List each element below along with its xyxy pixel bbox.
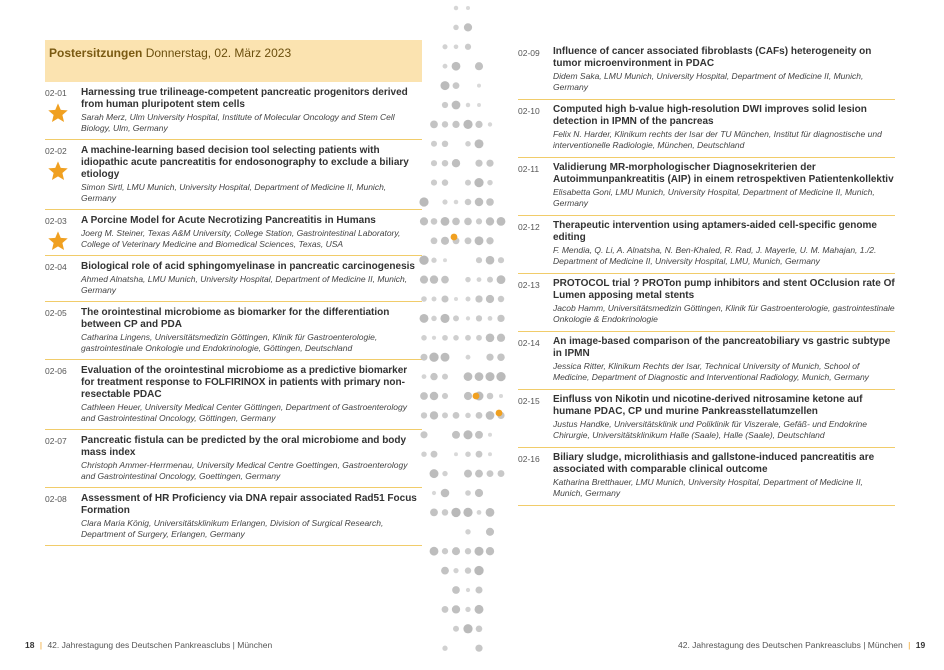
footer-event: 42. Jahrestagung des Deutschen Pankreasclubs | München — [678, 640, 903, 650]
right-entry-list — [515, 42, 944, 506]
abstract-entry — [518, 216, 895, 274]
right-footer — [678, 640, 925, 650]
abstract-authors: Joerg M. Steiner, Texas A&M University, College Station, Gastrointestinal Laboratory, College of Veterinary Medicine and Biomedical Sciences, Texas, USA — [81, 228, 401, 249]
abstract-title: Evaluation of the orointestinal microbiome as a predictive biomarker for treatment response to FOLFIRINOX in patients with primary non-resectable PDAC — [81, 365, 408, 400]
abstract-authors: Didem Saka, LMU Munich, University Hospital, Department of Medicine II, Munich, Germany — [553, 71, 864, 92]
abstract-entry — [518, 448, 895, 506]
abstract-number: 02-06 — [45, 366, 67, 376]
abstract-title: A machine-learning based decision tool selecting patients with idiopathic acute pancreatitis for endosonography to exclude a biliary etiology — [81, 145, 409, 180]
abstract-authors: Elisabetta Goni, LMU Munich, University Hospital, Department of Medicine II, Munich, Germany — [553, 187, 875, 208]
abstract-number: 02-04 — [45, 262, 67, 272]
left-entry-list — [0, 82, 430, 546]
abstract-number: 02-02 — [45, 146, 67, 156]
left-footer — [25, 640, 272, 650]
abstract-title: Validierung MR-morphologischer Diagnosekriterien der Autoimmunpankreatitis (AIP) in einem retrospektiven Patientenkollektiv — [553, 162, 894, 185]
abstract-number: 02-10 — [518, 106, 540, 116]
abstract-authors: Clara Maria König, Universitätsklinikum Erlangen, Division of Surgical Research, Department of Surgery, Erlangen, Germany — [81, 518, 384, 539]
abstract-title: Influence of cancer associated fibroblasts (CAFs) heterogeneity on tumor microenvironment in PDAC — [553, 46, 872, 69]
abstract-authors: Katharina Bretthauer, LMU Munich, University Hospital, Department of Medicine II, Munich, Germany — [553, 477, 863, 498]
footer-event: 42. Jahrestagung des Deutschen Pankreasclubs | München — [47, 640, 273, 650]
abstract-authors: Simon Sirtl, LMU Munich, University Hospital, Department of Medicine II, Munich, Germany — [81, 182, 387, 203]
footer-separator: | — [908, 640, 911, 650]
abstract-title: Pancreatic fistula can be predicted by the oral microbiome and body mass index — [81, 435, 407, 458]
abstract-number: 02-03 — [45, 216, 67, 226]
abstract-authors: Jessica Ritter, Klinikum Rechts der Isar, Technical University of Munich, School of Medicine, Department of Diagnostic and Interventional Radiology, Munich, Germany — [553, 361, 869, 382]
abstract-title: PROTOCOL trial ? PROTon pump inhibitors and stent OCclusion rate Of Lumen apposing metal stents — [553, 278, 895, 301]
dot-pattern-decoration — [418, 0, 508, 670]
abstract-number: 02-16 — [518, 454, 540, 464]
abstract-authors: Felix N. Harder, Klinikum rechts der Isar der TU München, Institut für diagnostische und interventionelle Radiologie, München, Deutschland — [553, 129, 882, 150]
right-page — [515, 0, 944, 670]
abstract-number: 02-08 — [45, 494, 67, 504]
abstract-entry — [45, 360, 422, 430]
abstract-entry — [518, 158, 895, 216]
abstract-authors: F. Mendia, Q. Li, A. Alnatsha, N. Ben-Khaled, R. Rad, J. Mayerle, U. M. Mahajan, 1./2. Department of Medicine II, University Hospital, LMU, Munich, Germany — [553, 245, 877, 266]
abstract-entry — [45, 488, 422, 546]
abstract-authors: Catharina Lingens, Universitätsmedizin Göttingen, Klinik für Gastroenterologie, gastrointestinale Onkologie und Endokrinologie, Göttingen, Deutschland — [81, 332, 378, 353]
session-date: Donnerstag, 02. März 2023 — [145, 46, 292, 60]
abstract-authors: Jacob Hamm, Universitätsmedizin Göttingen, Klinik für Gastroenterologie, gastrointestinale Onkologie & Endokrinologie — [553, 303, 895, 324]
abstract-entry — [518, 42, 895, 100]
abstract-authors: Sarah Merz, Ulm University Hospital, Institute of Molecular Oncology and Stem Cell Biology, Ulm, Germany — [81, 112, 395, 133]
abstract-entry — [518, 100, 895, 158]
page-number: 18 — [25, 640, 35, 650]
abstract-title: The orointestinal microbiome as biomarker for the differentiation between CP and PDA — [81, 307, 390, 330]
session-title: Postersitzungen — [49, 46, 143, 60]
abstract-entry — [518, 390, 895, 448]
abstract-number: 02-07 — [45, 436, 67, 446]
abstract-number: 02-01 — [45, 88, 67, 98]
abstract-number: 02-13 — [518, 280, 540, 290]
abstract-authors: Ahmed Alnatsha, LMU Munich, University Hospital, Department of Medicine II, Munich, Germany — [81, 274, 408, 295]
footer-separator: | — [39, 640, 43, 650]
abstract-entry — [45, 140, 422, 210]
star-icon — [47, 102, 69, 124]
abstract-title: An image-based comparison of the pancreatobiliary vs gastric subtype in IPMN — [553, 336, 891, 359]
abstract-authors: Christoph Ammer-Herrmenau, University Medical Centre Goettingen, Gastroenterology and Gastrointestinal Oncology, Goettingen, Germany — [81, 460, 408, 481]
abstract-title: Assessment of HR Proficiency via DNA repair associated Rad51 Focus Formation — [81, 493, 417, 516]
abstract-title: Biliary sludge, microlithiasis and gallstone-induced pancreatitis are associated with comparable clinical outcome — [553, 452, 875, 475]
abstract-title: Computed high b-value high-resolution DWI improves solid lesion detection in IPMN of the pancreas — [553, 104, 867, 127]
star-icon — [47, 160, 69, 182]
abstract-authors: Justus Handke, Universitätsklinik und Poliklinik für Viszerale, Gefäß- und Endokrine Chirurgie, Universitätsklinikum Halle (Saale), Halle (Saale), Deutschland — [553, 419, 868, 440]
abstract-entry — [45, 82, 422, 140]
abstract-entry — [45, 256, 422, 302]
star-icon — [47, 230, 69, 252]
abstract-entry — [45, 430, 422, 488]
abstract-number: 02-12 — [518, 222, 540, 232]
session-header — [45, 40, 422, 82]
abstract-number: 02-05 — [45, 308, 67, 318]
abstract-entry — [518, 274, 895, 332]
abstract-number: 02-11 — [518, 164, 540, 174]
page-number: 19 — [915, 640, 926, 650]
abstract-title: Biological role of acid sphingomyelinase in pancreatic carcinogenesis — [81, 261, 415, 272]
abstract-title: A Porcine Model for Acute Necrotizing Pancreatitis in Humans — [81, 215, 376, 226]
abstract-title: Therapeutic intervention using aptamers-aided cell-specific genome editing — [553, 220, 877, 243]
left-page — [0, 0, 430, 670]
abstract-entry — [45, 302, 422, 360]
abstract-number: 02-14 — [518, 338, 540, 348]
abstract-number: 02-15 — [518, 396, 540, 406]
abstract-title: Einfluss von Nikotin und nicotine-derived nitrosamine ketone auf humane PDAC, CP und murine Pankreasstellatumzellen — [553, 394, 863, 417]
abstract-number: 02-09 — [518, 48, 540, 58]
abstract-title: Harnessing true trilineage-competent pancreatic progenitors derived from human pluripotent stem cells — [81, 87, 408, 110]
abstract-authors: Cathleen Heuer, University Medical Center Göttingen, Department of Gastroenterology and Gastrointestinal Oncology, Göttingen, Germany — [81, 402, 407, 423]
abstract-entry — [45, 210, 422, 256]
abstract-entry — [518, 332, 895, 390]
